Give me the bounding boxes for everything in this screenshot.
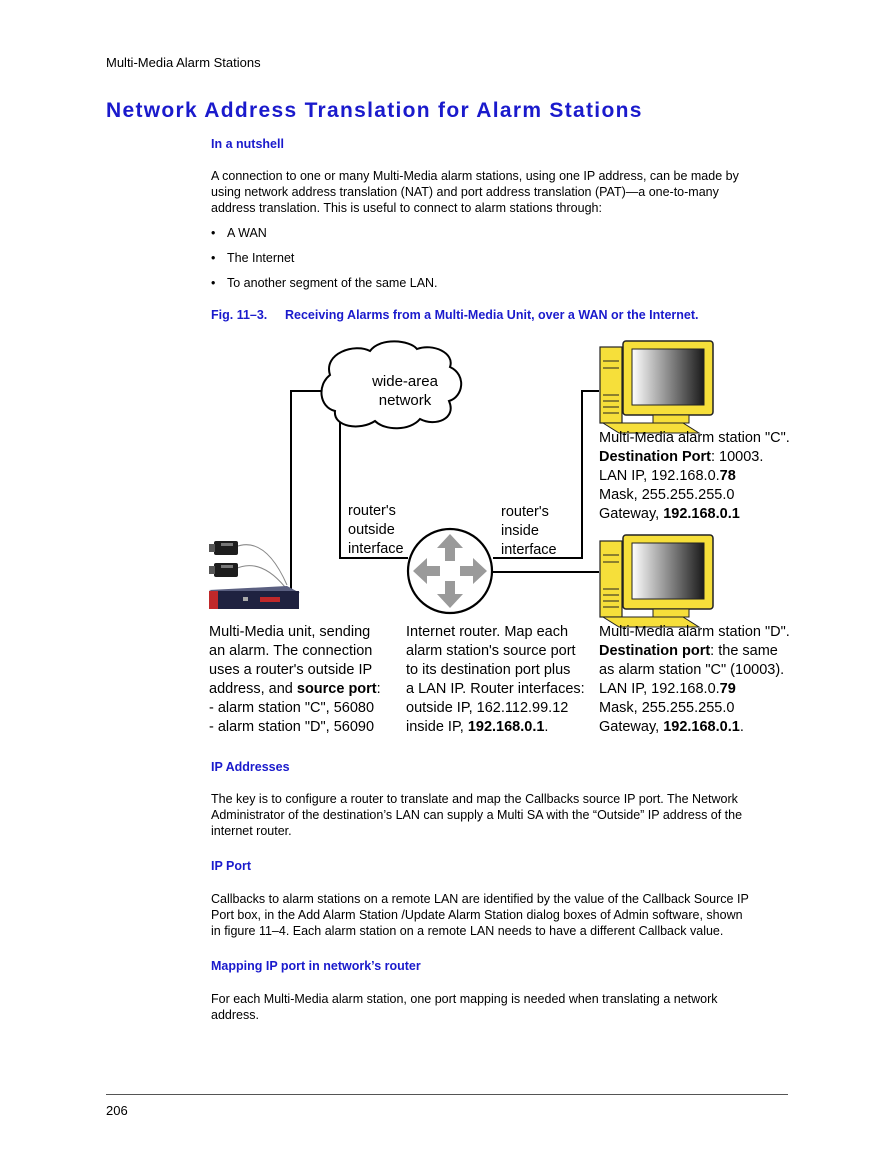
- svg-text:LAN IP, 192.168.0.78: [599, 468, 736, 484]
- page-title: Network Address Translation for Alarm Stations: [106, 99, 643, 122]
- router-inside-label-line: inside: [501, 523, 539, 539]
- router-text: a LAN IP. Router interfaces:: [406, 681, 585, 697]
- router-text: inside IP,: [406, 719, 468, 735]
- text-line: address.: [211, 1008, 259, 1022]
- station-d-label: [599, 624, 790, 735]
- text-line: using network address translation (NAT) and port address translation (PAT)—a one-to-many: [211, 185, 719, 199]
- router-outside-label-line: router's: [348, 503, 396, 519]
- line-unit-to-wan: [291, 391, 330, 593]
- bullet-dot-icon: •: [211, 226, 216, 240]
- station-d-text: Gateway,: [599, 719, 664, 735]
- station-d-text: LAN IP, 192.168.0.: [599, 681, 720, 697]
- svg-text:inside IP, 192.168.0.1.: [406, 719, 548, 735]
- router-outside-label-line: outside: [348, 522, 395, 538]
- station-c-text: Mask, 255.255.255.0: [599, 487, 735, 503]
- section-heading-nutshell: In a nutshell: [211, 137, 284, 151]
- footer-divider: [106, 1094, 788, 1095]
- wan-label-line: network: [378, 392, 432, 409]
- bullet-dot-icon: •: [211, 251, 216, 265]
- svg-text:LAN IP, 192.168.0.79: [599, 681, 736, 697]
- text-line: in figure 11–4. Each alarm station on a remote LAN needs to have a different Callback value.: [211, 924, 724, 938]
- svg-text:Destination Port: 10003.: [599, 449, 763, 465]
- router-text: Internet router. Map each: [406, 624, 569, 640]
- paragraph-ip-port: [211, 891, 781, 939]
- text-line: Callbacks to alarm stations on a remote LAN are identified by the value of the Callback Source IP: [211, 892, 749, 906]
- svg-text:Destination port: the same: [599, 643, 778, 659]
- station-d-text-bold: 192.168.0.1: [663, 719, 740, 735]
- station-d-text: Multi-Media alarm station "D".: [599, 624, 790, 640]
- router-text: alarm station's source port: [406, 643, 576, 659]
- network-diagram: [205, 335, 790, 745]
- unit-text: - alarm station "D", 56090: [209, 719, 375, 735]
- wan-label-line: wide-area: [372, 373, 438, 390]
- text-line: Port box, in the Add Alarm Station /Update Alarm Station dialog boxes of Admin software, shown: [211, 908, 743, 922]
- paragraph-ip-addresses: [211, 791, 781, 839]
- unit-text: Multi-Media unit, sending: [209, 624, 371, 640]
- unit-text: uses a router's outside IP: [209, 662, 373, 678]
- station-c-text: : 10003.: [710, 449, 764, 465]
- bullet-dot-icon: •: [211, 276, 216, 290]
- svg-text:Gateway, 192.168.0.1.: [599, 719, 744, 735]
- wan-cloud-icon: [321, 341, 461, 428]
- svg-text:Gateway, 192.168.0.1: [599, 506, 740, 522]
- router-outside-label-line: interface: [348, 541, 404, 557]
- text-line: address translation. This is useful to connect to alarm stations through:: [211, 201, 602, 215]
- station-d-text: : the same: [710, 643, 778, 659]
- router-text: .: [544, 719, 549, 735]
- bullet-item: [211, 226, 267, 240]
- station-c-label: [599, 430, 790, 522]
- bullet-item: [211, 276, 438, 290]
- router-icon: [408, 529, 492, 613]
- bullet-text: A WAN: [227, 226, 267, 240]
- unit-text: address, and: [209, 681, 297, 697]
- figure-caption-text: Receiving Alarms from a Multi-Media Unit, over a WAN or the Internet.: [285, 308, 699, 322]
- station-d-text: .: [739, 719, 744, 735]
- computer-station-d-icon: [600, 535, 713, 627]
- svg-text:address, and source port:: [209, 681, 381, 697]
- router-inside-label-line: router's: [501, 504, 549, 520]
- station-c-text: Multi-Media alarm station "C".: [599, 430, 790, 446]
- station-c-text-bold: Destination Port: [599, 449, 711, 465]
- router-text: outside IP, 162.112.99.12: [406, 700, 569, 716]
- router-inside-label: [501, 504, 557, 558]
- figure-caption: [211, 308, 699, 322]
- section-heading-ip-addresses: IP Addresses: [211, 760, 290, 774]
- page-number: 206: [106, 1103, 128, 1118]
- text-line: For each Multi-Media alarm station, one port mapping is needed when translating a network: [211, 992, 718, 1006]
- bullet-text: To another segment of the same LAN.: [227, 276, 438, 290]
- bullet-item: [211, 251, 294, 265]
- unit-text: - alarm station "C", 56080: [209, 700, 375, 716]
- unit-text-bold: source port: [296, 681, 377, 697]
- paragraph-mapping: [211, 991, 781, 1023]
- text-line: A connection to one or many Multi-Media alarm stations, using one IP address, can be made by: [211, 169, 739, 183]
- text-line: The key is to configure a router to translate and map the Callbacks source IP port. The Network: [211, 792, 738, 806]
- bullet-text: The Internet: [227, 251, 295, 265]
- unit-text: :: [376, 681, 381, 697]
- station-d-text: as alarm station "C" (10003).: [599, 662, 785, 678]
- router-text: to its destination port plus: [406, 662, 571, 678]
- station-c-text-bold: 78: [719, 468, 736, 484]
- text-line: Administrator of the destination’s LAN can supply a Multi SA with the “Outside” IP address of the: [211, 808, 743, 822]
- station-d-text: Mask, 255.255.255.0: [599, 700, 735, 716]
- router-inside-label-line: interface: [501, 542, 557, 558]
- router-label: [406, 624, 585, 735]
- router-outside-label: [348, 503, 404, 557]
- figure-number: Fig. 11–3.: [211, 308, 268, 322]
- station-c-text: Gateway,: [599, 506, 664, 522]
- unit-text: an alarm. The connection: [209, 643, 373, 659]
- computer-station-c-icon: [600, 341, 713, 433]
- section-heading-mapping: Mapping IP port in network’s router: [211, 959, 421, 973]
- camera-icon: [209, 563, 238, 577]
- station-d-text-bold: 79: [719, 681, 736, 697]
- station-c-text-bold: 192.168.0.1: [663, 506, 740, 522]
- text-line: internet router.: [211, 824, 292, 838]
- router-text-bold: 192.168.0.1: [467, 719, 545, 735]
- station-d-text-bold: Destination port: [599, 643, 711, 659]
- unit-label: [209, 624, 381, 735]
- section-heading-ip-port: IP Port: [211, 859, 252, 873]
- paragraph-nutshell: [211, 168, 781, 216]
- running-header: Multi-Media Alarm Stations: [106, 55, 261, 70]
- station-c-text: LAN IP, 192.168.0.: [599, 468, 720, 484]
- multimedia-unit-icon: [209, 586, 300, 609]
